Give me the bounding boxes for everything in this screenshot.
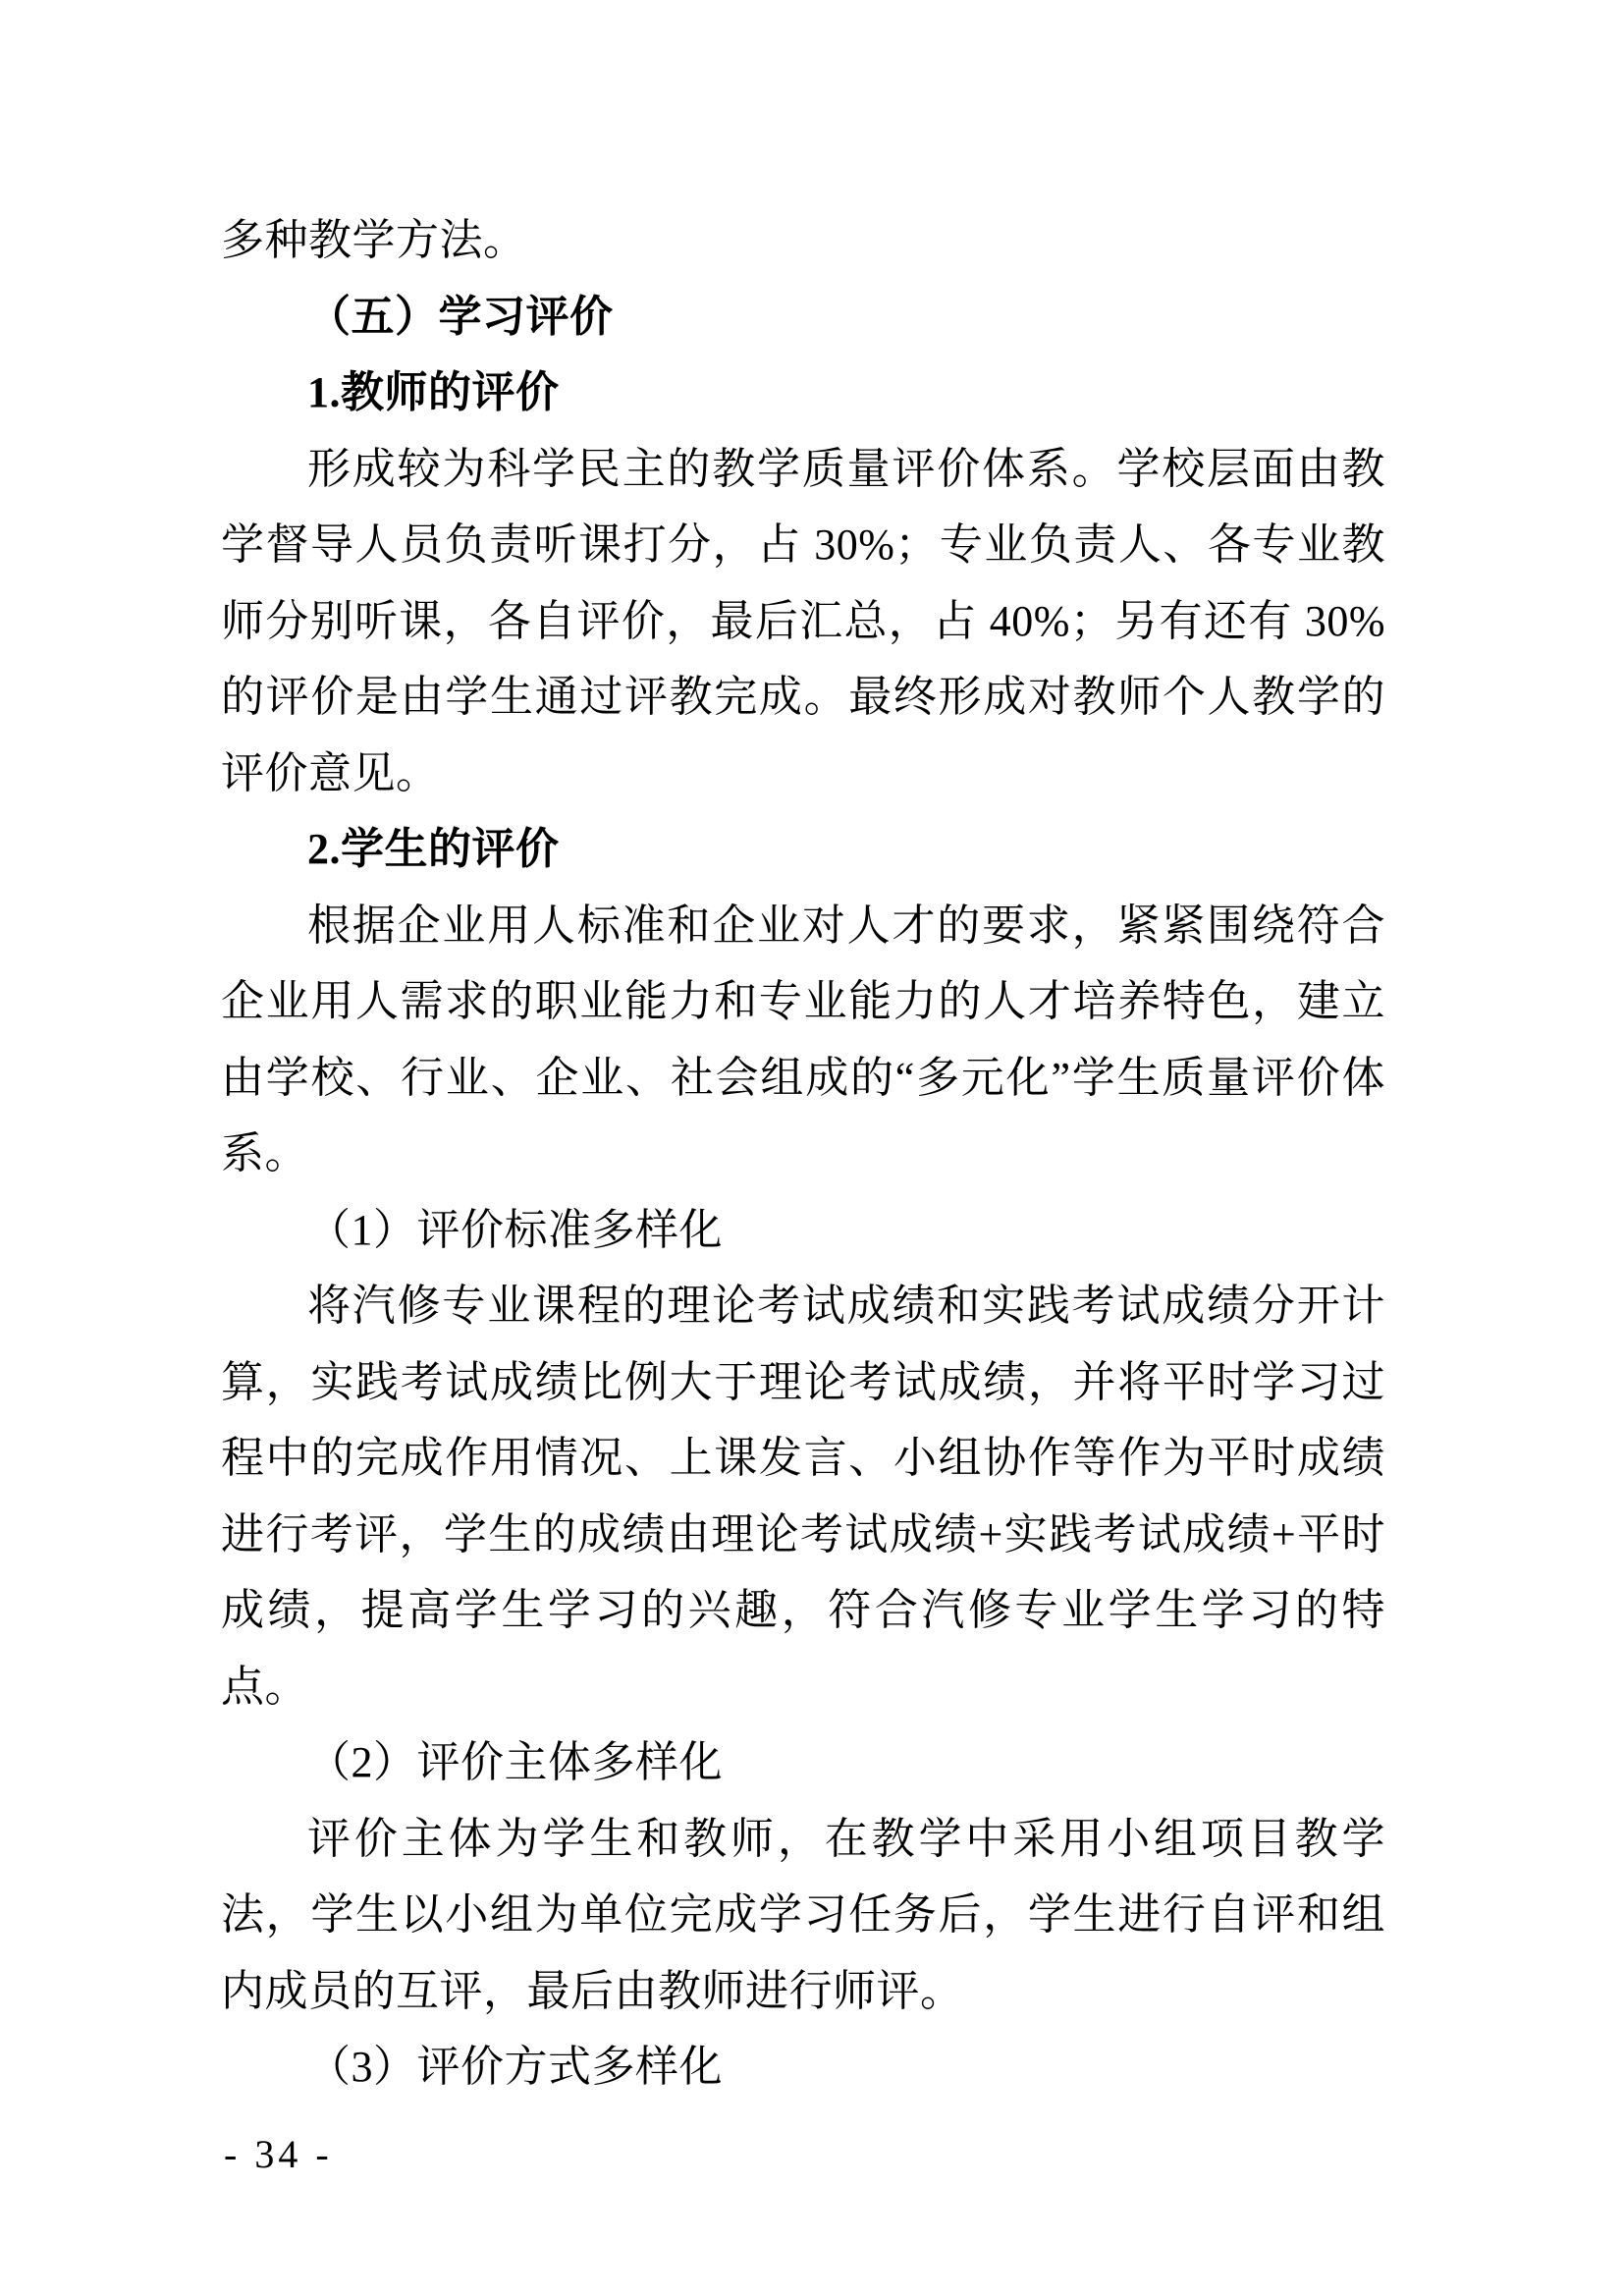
paragraph-evaluation-standards-diversified: 将汽修专业课程的理论考试成绩和实践考试成绩分开计算，实践考试成绩比例大于理论考试成绩，并将平时学习过程中的完成作用情况、上课发言、小组协作等作为平时成绩进行考评，学生的成绩由理论考试成绩+实践考试成绩+平时成绩，提高学生学习的兴趣，符合汽修专业学生学习的特点。 (221, 1282, 1385, 1711)
subheading-evaluation-subjects-diversified: （2）评价主体多样化 (307, 1738, 723, 1786)
document-body (221, 202, 1385, 2105)
heading-teacher-evaluation: 1.教师的评价 (307, 368, 560, 416)
paragraph-student-evaluation: 根据企业用人标准和企业对人才的要求，紧紧围绕符合企业用人需求的职业能力和专业能力的人才培养特色，建立由学校、行业、企业、社会组成的“多元化”学生质量评价体系。 (221, 901, 1385, 1177)
subheading-evaluation-standards-diversified: （1）评价标准多样化 (307, 1205, 723, 1254)
subheading-evaluation-methods-diversified: （3）评价方式多样化 (307, 2043, 723, 2091)
heading-section-5-learning-evaluation: （五）学习评价 (307, 292, 614, 341)
heading-student-evaluation: 2.学生的评价 (307, 825, 560, 873)
paragraph-evaluation-subjects-diversified: 评价主体为学生和教师，在教学中采用小组项目教学法，学生以小组为单位完成学习任务后，学生进行自评和组内成员的互评，最后由教师进行师评。 (221, 1814, 1385, 2015)
paragraph-continued: 多种教学方法。 (221, 216, 527, 264)
paragraph-teacher-evaluation: 形成较为科学民主的教学质量评价体系。学校层面由教学督导人员负责听课打分，占 30%；专业负责人、各专业教师分别听课，各自评价，最后汇总，占 40%；另有还有 30%的评价是由学生通过评教完成。最终形成对教师个人教学的评价意见。 (221, 444, 1385, 797)
page-number: - 34 - (224, 2132, 333, 2176)
